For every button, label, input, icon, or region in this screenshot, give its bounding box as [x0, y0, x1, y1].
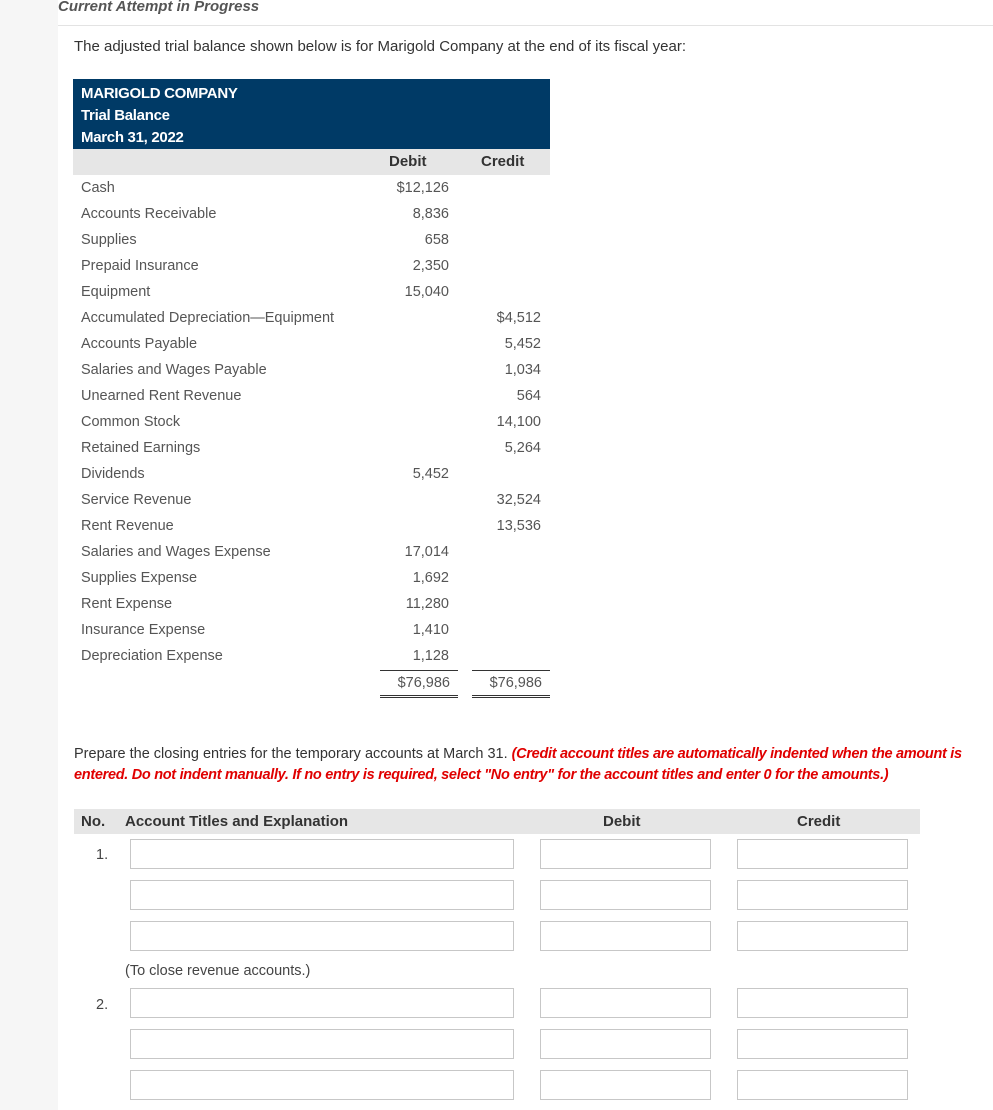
- credit-amount: 564: [516, 388, 541, 404]
- account-name: Supplies: [81, 232, 137, 248]
- table-row: [73, 643, 550, 669]
- titles-column-header: Account Titles and Explanation: [125, 813, 349, 830]
- trial-balance-table: [73, 79, 550, 699]
- account-name: Retained Earnings: [81, 440, 201, 456]
- account-name: Insurance Expense: [81, 622, 206, 638]
- account-name: Prepaid Insurance: [81, 258, 199, 274]
- table-row: [73, 565, 550, 591]
- debit-amount-input[interactable]: [540, 1029, 711, 1059]
- account-name: Salaries and Wages Payable: [81, 362, 267, 378]
- divider: [58, 25, 993, 26]
- credit-amount-input[interactable]: [737, 988, 908, 1018]
- table-row: [73, 383, 550, 409]
- table-row: [73, 201, 550, 227]
- table-row: [73, 357, 550, 383]
- table-row: [73, 539, 550, 565]
- instructions-main: Prepare the closing entries for the temporary accounts at March 31.: [74, 746, 512, 762]
- credit-column-header: Credit: [481, 153, 525, 170]
- table-row: [73, 513, 550, 539]
- credit-total: $76,986: [489, 675, 542, 691]
- debit-amount: 15,040: [404, 284, 449, 300]
- trial-balance-header: [73, 79, 550, 149]
- table-row: [73, 227, 550, 253]
- table-row: [73, 409, 550, 435]
- instructions-note: (Credit account titles are automatically indented when the amount is entered. Do not indent manually. If no entry is required, select "No entry" for the account titles and enter 0 for the amounts.): [74, 746, 962, 783]
- table-row: [73, 175, 550, 201]
- debit-total-cell: [380, 670, 458, 698]
- debit-amount: 1,128: [412, 648, 449, 664]
- credit-amount-input[interactable]: [737, 839, 908, 869]
- credit-amount: 5,452: [504, 336, 541, 352]
- table-row: [73, 279, 550, 305]
- account-name: Unearned Rent Revenue: [81, 388, 242, 404]
- credit-amount: 1,034: [504, 362, 541, 378]
- question-intro: The adjusted trial balance shown below is for Marigold Company at the end of its fiscal year:: [74, 38, 686, 55]
- table-row: [73, 617, 550, 643]
- debit-amount: 1,410: [412, 622, 449, 638]
- entry-number: 1.: [96, 847, 109, 863]
- table-row: [73, 305, 550, 331]
- account-name: Cash: [81, 180, 115, 196]
- debit-amount: 11,280: [405, 596, 449, 612]
- credit-amount-input[interactable]: [737, 880, 908, 910]
- account-title-input[interactable]: [130, 839, 514, 869]
- entry-explanation: (To close revenue accounts.): [125, 963, 311, 979]
- statement-date: March 31, 2022: [81, 129, 184, 146]
- table-row: [73, 461, 550, 487]
- credit-amount: 14,100: [496, 414, 541, 430]
- credit-amount: 13,536: [496, 518, 541, 534]
- account-name: Service Revenue: [81, 492, 192, 508]
- debit-column-header: Debit: [603, 813, 641, 830]
- credit-amount-input[interactable]: [737, 1029, 908, 1059]
- credit-amount: $4,512: [496, 310, 541, 326]
- debit-amount-input[interactable]: [540, 921, 711, 951]
- debit-amount: 658: [424, 232, 449, 248]
- statement-title: Trial Balance: [81, 107, 170, 124]
- debit-amount-input[interactable]: [540, 1070, 711, 1100]
- debit-amount: 1,692: [412, 570, 449, 586]
- credit-total-cell: [472, 670, 550, 698]
- company-name: MARIGOLD COMPANY: [81, 85, 238, 102]
- account-name: Salaries and Wages Expense: [81, 544, 271, 560]
- account-name: Depreciation Expense: [81, 648, 223, 664]
- journal-header: [74, 809, 920, 834]
- account-name: Supplies Expense: [81, 570, 198, 586]
- entry-number: 2.: [96, 997, 109, 1013]
- instructions: [74, 744, 986, 786]
- table-row: [73, 435, 550, 461]
- credit-column-header: Credit: [797, 813, 841, 830]
- account-name: Accumulated Depreciation—Equipment: [81, 310, 335, 326]
- attempt-title: Current Attempt in Progress: [58, 0, 260, 15]
- debit-amount: $12,126: [396, 180, 449, 196]
- account-title-input[interactable]: [130, 921, 514, 951]
- debit-amount-input[interactable]: [540, 988, 711, 1018]
- account-name: Equipment: [81, 284, 151, 300]
- credit-amount: 5,264: [504, 440, 541, 456]
- debit-amount-input[interactable]: [540, 839, 711, 869]
- table-row: [73, 591, 550, 617]
- account-name: Rent Expense: [81, 596, 173, 612]
- debit-total: $76,986: [397, 675, 450, 691]
- totals-row: [73, 669, 550, 699]
- table-row: [73, 331, 550, 357]
- credit-amount-input[interactable]: [737, 921, 908, 951]
- debit-column-header: Debit: [389, 153, 427, 170]
- account-name: Rent Revenue: [81, 518, 174, 534]
- debit-amount-input[interactable]: [540, 880, 711, 910]
- debit-amount: 5,452: [412, 466, 449, 482]
- debit-amount: 17,014: [404, 544, 449, 560]
- account-name: Common Stock: [81, 414, 181, 430]
- trial-balance-column-headers: [73, 149, 550, 175]
- account-name: Dividends: [81, 466, 145, 482]
- account-name: Accounts Receivable: [81, 206, 217, 222]
- debit-amount: 2,350: [412, 258, 449, 274]
- credit-amount: 32,524: [496, 492, 541, 508]
- no-column-header: No.: [81, 813, 106, 830]
- credit-amount-input[interactable]: [737, 1070, 908, 1100]
- account-title-input[interactable]: [130, 1070, 514, 1100]
- debit-amount: 8,836: [412, 206, 449, 222]
- account-title-input[interactable]: [130, 880, 514, 910]
- account-name: Accounts Payable: [81, 336, 198, 352]
- left-gutter: [0, 0, 58, 1110]
- table-row: [73, 487, 550, 513]
- table-row: [73, 253, 550, 279]
- account-title-input[interactable]: [130, 988, 514, 1018]
- account-title-input[interactable]: [130, 1029, 514, 1059]
